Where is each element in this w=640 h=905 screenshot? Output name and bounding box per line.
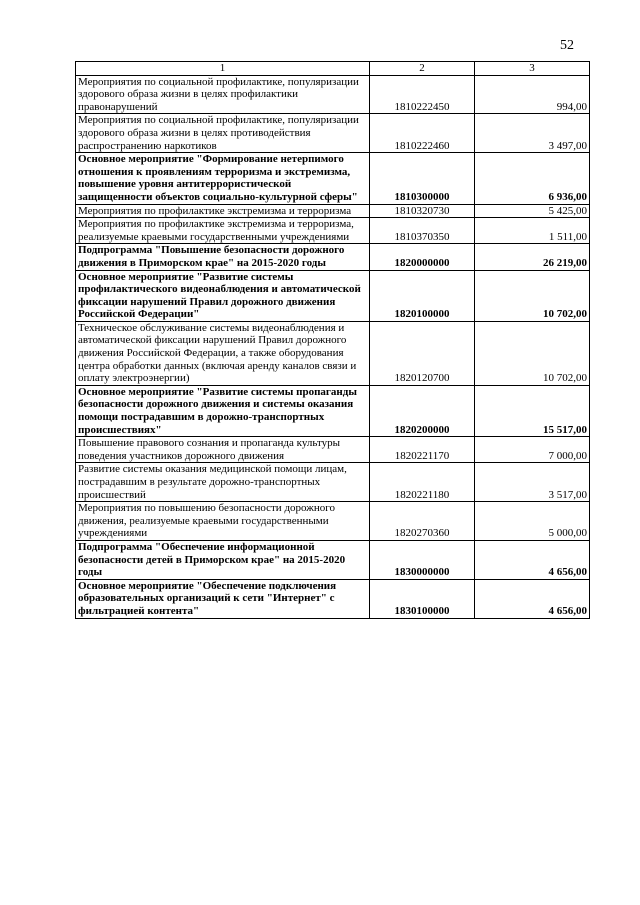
row-amount: 5 425,00: [475, 204, 590, 218]
row-name: Подпрограмма "Обеспечение информационной безопасности детей в Приморском крае" на 2015-2020 годы: [76, 540, 370, 579]
row-code: 1820200000: [370, 385, 475, 436]
page-number: 52: [560, 38, 574, 53]
table-row: [76, 540, 590, 579]
row-code: 1820221170: [370, 437, 475, 463]
table-row: [76, 218, 590, 244]
row-name: Развитие системы оказания медицинской помощи лицам, пострадавшим в результате дорожно-транспортных происшествий: [76, 463, 370, 502]
table-row: [76, 437, 590, 463]
row-name: Мероприятия по профилактике экстремизма и терроризма, реализуемые краевыми государственными учреждениями: [76, 218, 370, 244]
row-name: Повышение правового сознания и пропаганда культуры поведения участников дорожного движения: [76, 437, 370, 463]
row-name: Основное мероприятие "Развитие системы профилактического видеонаблюдения и автоматической фиксации нарушений Правил дорожного движения Российской Федерации": [76, 270, 370, 321]
row-amount: 3 497,00: [475, 114, 590, 153]
row-name: Основное мероприятие "Формирование нетерпимого отношения к проявлениям терроризма и экстремизма, повышение уровня антитеррористической защищенности объектов социально-культурной сферы": [76, 153, 370, 204]
row-amount: 4 656,00: [475, 540, 590, 579]
row-code: 1830000000: [370, 540, 475, 579]
row-code: 1820120700: [370, 321, 475, 385]
table-row: [76, 502, 590, 541]
table-row: [76, 385, 590, 436]
row-code: 1820221180: [370, 463, 475, 502]
row-amount: 10 702,00: [475, 321, 590, 385]
table-row: [76, 463, 590, 502]
table-row: [76, 244, 590, 270]
column-header-2: 2: [370, 62, 475, 76]
budget-table: [75, 61, 590, 619]
row-code: 1820100000: [370, 270, 475, 321]
column-header-1: 1: [76, 62, 370, 76]
row-code: 1830100000: [370, 579, 475, 618]
row-amount: 3 517,00: [475, 463, 590, 502]
row-amount: 4 656,00: [475, 579, 590, 618]
row-name: Мероприятия по профилактике экстремизма и терроризма: [76, 204, 370, 218]
row-code: 1810320730: [370, 204, 475, 218]
table-row: [76, 204, 590, 218]
row-code: 1820000000: [370, 244, 475, 270]
table-body: [76, 75, 590, 618]
row-amount: 26 219,00: [475, 244, 590, 270]
row-name: Подпрограмма "Повышение безопасности дорожного движения в Приморском крае" на 2015-2020 годы: [76, 244, 370, 270]
row-amount: 15 517,00: [475, 385, 590, 436]
table-row: [76, 270, 590, 321]
row-amount: 10 702,00: [475, 270, 590, 321]
row-code: 1810300000: [370, 153, 475, 204]
row-name: Мероприятия по социальной профилактике, популяризации здорового образа жизни в целях противодействия распространению наркотиков: [76, 114, 370, 153]
row-amount: 5 000,00: [475, 502, 590, 541]
row-amount: 1 511,00: [475, 218, 590, 244]
row-name: Техническое обслуживание системы видеонаблюдения и автоматической фиксации нарушений Правил дорожного движения Российской Федерации, а также оборудования центра обработки данных (включая аренду каналов связи и оплату электроэнергии): [76, 321, 370, 385]
row-amount: 6 936,00: [475, 153, 590, 204]
table-row: [76, 75, 590, 114]
row-name: Основное мероприятие "Развитие системы пропаганды безопасности дорожного движения и системы оказания помощи пострадавшим в дорожно-транспортных происшествиях": [76, 385, 370, 436]
row-name: Мероприятия по социальной профилактике, популяризации здорового образа жизни в целях профилактики правонарушений: [76, 75, 370, 114]
row-code: 1820270360: [370, 502, 475, 541]
table-row: [76, 114, 590, 153]
column-header-3: 3: [475, 62, 590, 76]
table-row: [76, 153, 590, 204]
row-amount: 7 000,00: [475, 437, 590, 463]
table-row: [76, 579, 590, 618]
table-header-row: [76, 62, 590, 76]
row-code: 1810222460: [370, 114, 475, 153]
row-amount: 994,00: [475, 75, 590, 114]
row-name: Мероприятия по повышению безопасности дорожного движения, реализуемые краевыми государственными учреждениями: [76, 502, 370, 541]
table-row: [76, 321, 590, 385]
row-name: Основное мероприятие "Обеспечение подключения образовательных организаций к сети "Интернет" с фильтрацией контента": [76, 579, 370, 618]
row-code: 1810370350: [370, 218, 475, 244]
row-code: 1810222450: [370, 75, 475, 114]
